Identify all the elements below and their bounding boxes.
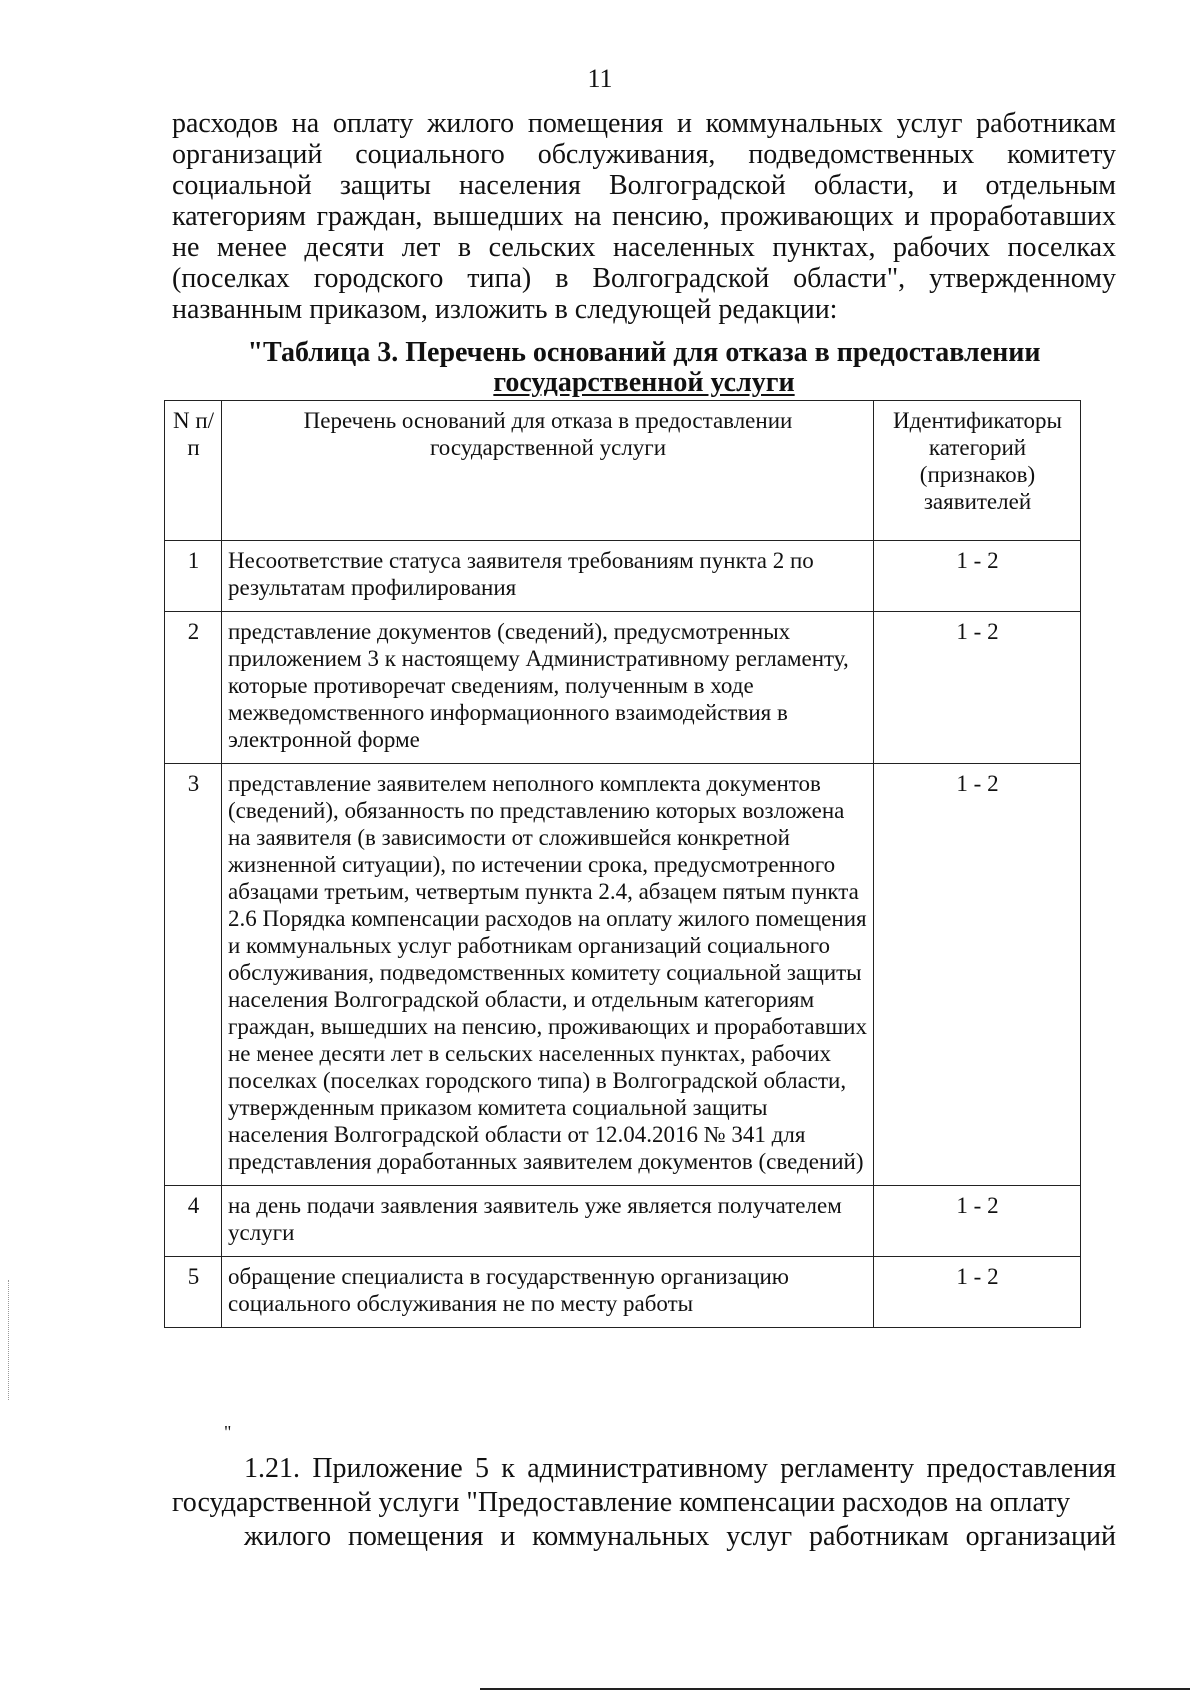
header-number: N п/п: [165, 401, 222, 541]
row-number: 3: [165, 764, 222, 1186]
row-basis: Несоответствие статуса заявителя требованиям пункта 2 по результатам профилирования: [222, 541, 874, 612]
refusal-grounds-table: [164, 400, 1081, 1328]
row-number: 5: [165, 1257, 222, 1328]
row-number: 1: [165, 541, 222, 612]
table-row: [165, 612, 1081, 764]
row-identifiers: 1 - 2: [874, 1186, 1081, 1257]
header-identifiers: Идентификаторы категорий (признаков) заявителей: [874, 401, 1081, 541]
paragraph-1-21: [172, 1452, 1116, 1554]
table-title-line-2: государственной услуги: [493, 367, 795, 398]
paragraph-1-21-body: 1.21. Приложение 5 к административному регламенту предоставления государственной услуги "Предоставление компенсации расходов на оплату: [172, 1453, 1116, 1518]
table-title: [172, 338, 1116, 398]
row-basis: представление заявителем неполного комплекта документов (сведений), обязанность по представлению которых возложена на заявителя (в зависимости от сложившейся конкретной жизненной ситуации), по истечении срока, предусмотренного абзацами третьим, четвертым пункта 2.4, абзацем пятым пункта 2.6 Порядка компенсации расходов на оплату жилого помещения и коммунальных услуг работникам организаций социального обслуживания, подведомственных комитету социальной защиты населения Волгоградской области, и отдельным категориям граждан, вышедших на пенсию, проживающих и проработавших не менее десяти лет в сельских населенных пунктах, рабочих поселках (поселках городского типа) в Волгоградской области, утвержденным приказом комитета социальной защиты населения Волгоградской области от 12.04.2016 № 341 для представления доработанных заявителем документов (сведений): [222, 764, 874, 1186]
row-identifiers: 1 - 2: [874, 612, 1081, 764]
closing-quote-mark: ": [224, 1422, 232, 1442]
row-number: 2: [165, 612, 222, 764]
scan-margin-marks: [8, 1280, 10, 1400]
header-basis: Перечень оснований для отказа в предоставлении государственной услуги: [222, 401, 874, 541]
row-identifiers: 1 - 2: [874, 1257, 1081, 1328]
paragraph-1-21-last-line: жилого помещения и коммунальных услуг работникам организаций: [244, 1521, 1116, 1552]
table-row: [165, 1186, 1081, 1257]
table-row: [165, 1257, 1081, 1328]
table-title-line-1: "Таблица 3. Перечень оснований для отказа в предоставлении: [247, 337, 1041, 368]
row-basis: представление документов (сведений), предусмотренных приложением 3 к настоящему Административному регламенту, которые противоречат сведениям, полученным в ходе межведомственного информационного взаимодействия в электронной форме: [222, 612, 874, 764]
row-number: 4: [165, 1186, 222, 1257]
row-identifiers: 1 - 2: [874, 541, 1081, 612]
row-identifiers: 1 - 2: [874, 764, 1081, 1186]
row-basis: на день подачи заявления заявитель уже является получателем услуги: [222, 1186, 874, 1257]
intro-paragraph: расходов на оплату жилого помещения и коммунальных услуг работникам организаций социального обслуживания, подведомственных комитету социальной защиты населения Волгоградской области, и отдельным категориям граждан, вышедших на пенсию, проживающих и проработавших не менее десяти лет в сельских населенных пунктах, рабочих поселках (поселках городского типа) в Волгоградской области", утвержденному названным приказом, изложить в следующей редакции:: [172, 108, 1116, 325]
table-header-row: [165, 401, 1081, 541]
row-basis: обращение специалиста в государственную организацию социального обслуживания не по месту работы: [222, 1257, 874, 1328]
table-row: [165, 541, 1081, 612]
page-number: 11: [587, 64, 613, 93]
bottom-rule: [480, 1688, 1190, 1690]
table-row: [165, 764, 1081, 1186]
